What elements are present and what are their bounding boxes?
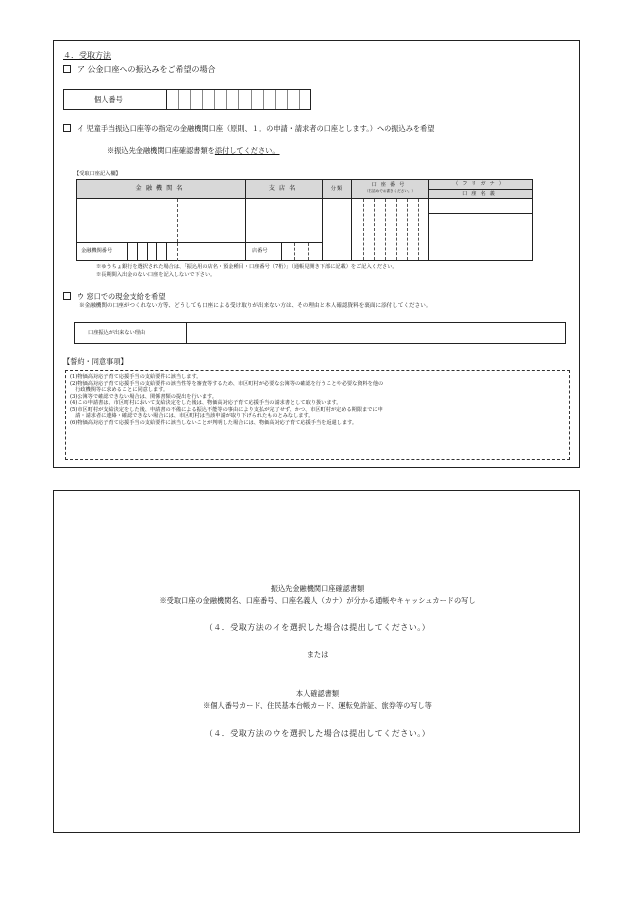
consent-item: (5)市区町村が支給決定をした後、申請書の不備による振込不能等の事由により支払が完了せず、かつ、市区町村が定める期限までに申: [70, 406, 383, 413]
cash-reason-label: 口座振込が出来ない理由: [88, 330, 146, 336]
attach-note: [107, 146, 280, 155]
bank-code-label: 金融機関番号: [81, 248, 113, 254]
account-holder-furigana-cell[interactable]: [429, 199, 532, 214]
col-account-no-header: [352, 180, 429, 199]
option-u-label: ウ 窓口での現金支給を希望: [77, 292, 166, 301]
bank-code-row[interactable]: [77, 242, 246, 261]
option-i-checkbox[interactable]: [63, 124, 71, 132]
personal-number-digit-cells[interactable]: [166, 90, 311, 109]
doc1-condition: （４．受取方法のイを選択した場合は提出してください。）: [204, 623, 431, 632]
consent-item: (1)物価高対応子育て応援手当の支給要件に該当します。: [70, 374, 202, 380]
doc2-title: 本人確認書類: [295, 689, 340, 698]
col-bank-header: 金融機関名: [77, 180, 246, 199]
doc2-description: ※個人番号カード、住民基本台帳カード、運転免許証、旅券等の写し等: [203, 701, 432, 710]
personal-number-label: 個人番号: [94, 95, 123, 104]
col-branch-header: 支店名: [246, 180, 323, 199]
doc2-condition: （４．受取方法のウを選択した場合は提出してください。）: [204, 729, 431, 738]
bank-name-cell[interactable]: [77, 199, 246, 242]
account-table-caption: 【受取口座記入欄】: [74, 171, 121, 177]
col-account-no-label: 口座番号: [371, 182, 409, 188]
yucho-note: ※ゆうちょ銀行を選択された場合は、「振込用の店名・預金種目・口座番号（7桁）」（通帳見開き下部に記載）をご記入ください。: [96, 264, 398, 270]
branch-code-row[interactable]: [246, 242, 323, 261]
col-type-header: 分類: [323, 180, 352, 199]
option-a[interactable]: [63, 65, 216, 75]
consent-title: 【誓約・同意事項】: [63, 357, 128, 366]
doc1-title: 振込先金融機関口座確認書類: [270, 584, 365, 593]
attach-note-prefix: ※振込先金融機関口座確認書類を: [107, 146, 215, 155]
section-title: ４．受取方法: [63, 51, 111, 60]
col-account-no-sub: （右詰めでお書きください。）: [364, 188, 416, 193]
personal-number-field[interactable]: [63, 89, 311, 110]
account-holder-name-cell[interactable]: [429, 214, 532, 260]
or-separator: または: [306, 650, 329, 659]
consent-item: 請・請求者に連絡・確認できない場合には、市区町村は当該申請が取り下げられたものとみなします。: [70, 413, 314, 419]
account-type-cell[interactable]: [323, 199, 352, 260]
option-a-label: ア 公金口座への振込みをご希望の場合: [77, 65, 216, 74]
cash-reason-field[interactable]: [74, 322, 566, 344]
consent-item: (3)公簿等で確認できない場合は、関係書類の提出を行います。: [70, 393, 217, 400]
account-number-cells[interactable]: [352, 199, 429, 260]
option-u-checkbox[interactable]: [63, 292, 71, 300]
receipt-method-panel: [53, 40, 580, 468]
option-u[interactable]: [63, 292, 166, 301]
attachment-panel: [53, 490, 580, 833]
consent-item: 行政機関等に求めることに同意します。: [70, 387, 169, 393]
consent-item: (4)この申請書は、市区町村において支給決定をした後は、物価高対応子育て応援手当の請求書として取り扱います。: [70, 400, 342, 406]
option-a-checkbox[interactable]: [63, 65, 71, 73]
doc1-description: ※受取口座の金融機関名、口座番号、口座名義人（カナ）が分かる通帳やキャッシュカードの写し: [159, 596, 476, 605]
consent-list: [65, 370, 570, 460]
consent-item: (2)物価高対応子育て応援手当の支給要件の該当性等を審査等するため、市区町村が必要な公簿等の確認を行うことや必要な資料を他の: [70, 380, 384, 387]
branch-name-cell[interactable]: [246, 199, 323, 242]
option-i-label: イ 児童手当振込口座等の指定の金融機関口座（原則、１．の申請・請求者の口座とします。）への振込みを希望: [77, 124, 435, 133]
account-table: [76, 179, 533, 261]
attach-note-emphasis: 添付してください。: [214, 146, 280, 155]
branch-code-label: 店番号: [252, 248, 268, 254]
col-holder-header: 口座名義: [429, 190, 532, 199]
option-i[interactable]: [63, 124, 578, 133]
col-furigana-header: （フリガナ）: [429, 180, 532, 190]
dormant-account-note: ※長期間入出金のない口座を記入しないで下さい。: [96, 272, 216, 278]
consent-item: (6)物価高対応子育て応援手当の支給要件に該当しないことが判明した場合には、物価高対応子育て応援手当を返還します。: [70, 419, 358, 426]
option-u-note: ※金融機関の口座がつくれない方等、どうしても口座による受け取りが出来ない方は、その理由と本人確認資料を裏面に添付してください。: [79, 303, 432, 309]
